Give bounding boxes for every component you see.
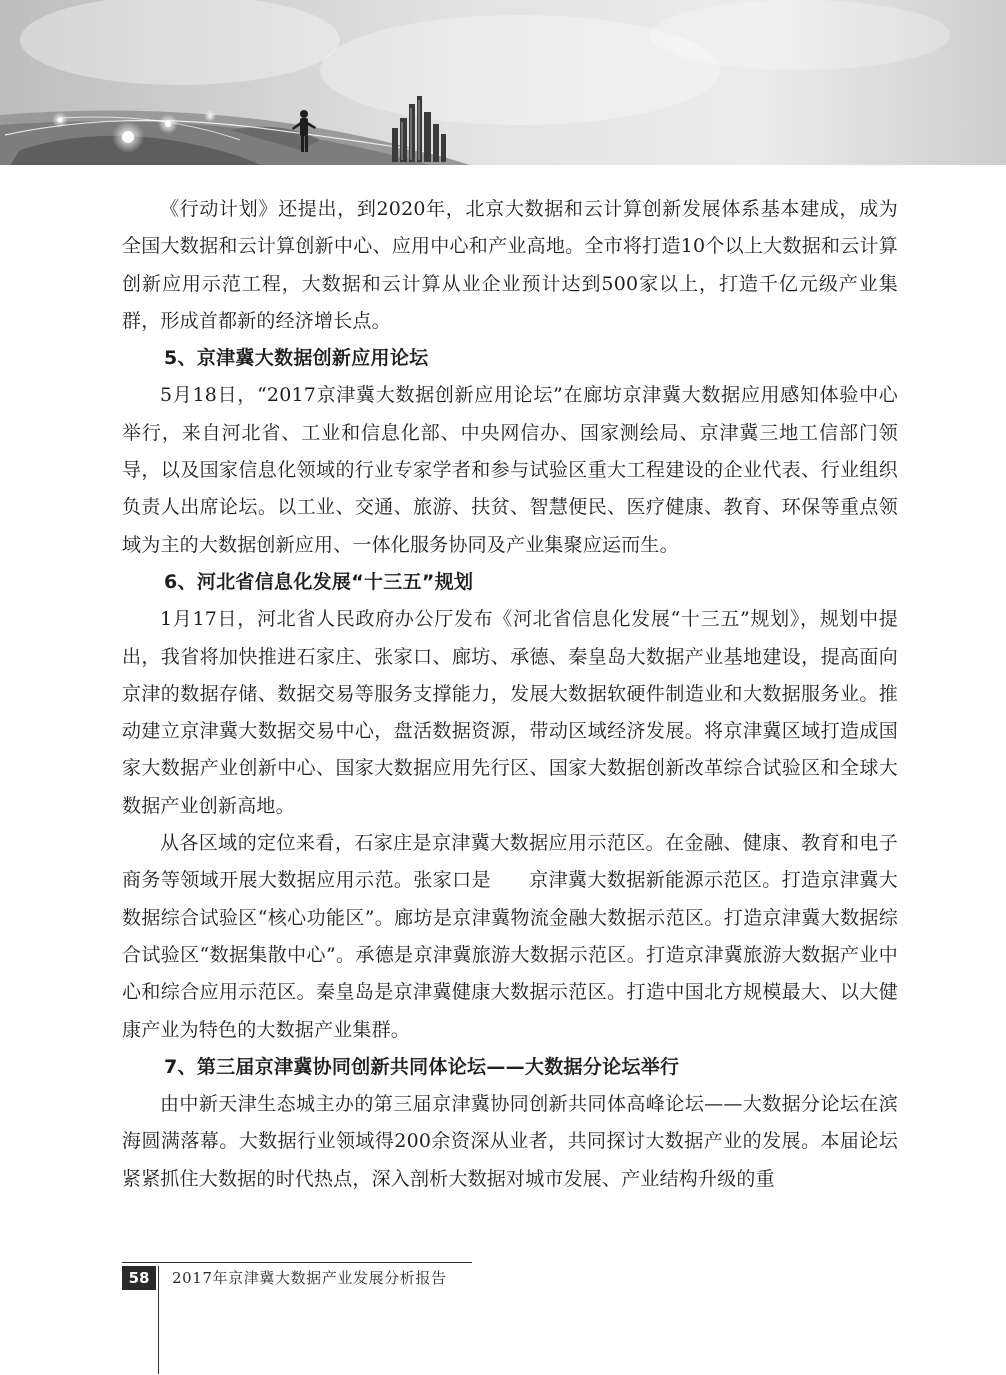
paragraph-regional-positioning-part2: 京津冀大数据新能源示范区。打造京津冀大数据综合试验区“核心功能区”。廊坊是京津冀物流金融大数据示范区。打造京津冀大数据综合试验区“数据集散中心”。承德是京津冀旅游大数据示范区。打造京津冀旅游大数据产业中心和综合应用示范区。秦皇岛是京津冀健康大数据示范区。打造中国北方规模最大、以大健康产业为特色的大数据产业集群。: [122, 869, 898, 1041]
paragraph-regional-positioning: [122, 825, 898, 1049]
paragraph-forum: 5月18日，“2017京津冀大数据创新应用论坛”在廊坊京津冀大数据应用感知体验中心举行，来自河北省、工业和信息化部、中央网信办、国家测绘局、京津冀三地工信部门领导，以及国家信息化领域的行业专家学者和参与试验区重大工程建设的企业代表、行业组织负责人出席论坛。以工业、交通、旅游、扶贫、智慧便民、医疗健康、教育、环保等重点领域为主的大数据创新应用、一体化服务协同及产业集聚应运而生。: [122, 384, 898, 556]
article-body: [122, 191, 898, 1198]
running-title: 2017年京津冀大数据产业发展分析报告: [172, 1269, 447, 1287]
footer-vertical-rule: [158, 1266, 159, 1374]
banner-artwork: [0, 0, 1006, 165]
section-heading-7: 7、第三届京津冀协同创新共同体论坛——大数据分论坛举行: [164, 1055, 680, 1078]
paragraph-regional-positioning-part1: 从各区域的定位来看，石家庄是京津冀大数据应用示范区。在金融、健康、教育和电子商务等领域开展大数据应用示范。张家口是: [122, 832, 898, 892]
page-number: 58: [122, 1266, 156, 1290]
paragraph-third-forum: 由中新天津生态城主办的第三届京津冀协同创新共同体高峰论坛——大数据分论坛在滨海圆满落幕。大数据行业领域得200余资深从业者，共同探讨大数据产业的发展。本届论坛紧紧抓住大数据的时代热点，深入剖析大数据对城市发展、产业结构升级的重: [122, 1093, 898, 1190]
section-heading-5: 5、京津冀大数据创新应用论坛: [164, 347, 429, 370]
footer-rule: [122, 1262, 472, 1263]
section-heading-6: 6、河北省信息化发展“十三五”规划: [164, 570, 474, 593]
paragraph-hebei-plan: 1月17日，河北省人民政府办公厅发布《河北省信息化发展“十三五”规划》，规划中提出，我省将加快推进石家庄、张家口、廊坊、承德、秦皇岛大数据产业基地建设，提高面向京津的数据存储、数据交易等服务支撑能力，发展大数据软硬件制造业和大数据服务业。推动建立京津冀大数据交易中心，盘活数据资源，带动区域经济发展。将京津冀区域打造成国家大数据产业创新中心、国家大数据应用先行区、国家大数据创新改革综合试验区和全球大数据产业创新高地。: [122, 608, 898, 817]
paragraph-action-plan: 《行动计划》还提出，到2020年，北京大数据和云计算创新发展体系基本建成，成为全国大数据和云计算创新中心、应用中心和产业高地。全市将打造10个以上大数据和云计算创新应用示范工程，大数据和云计算从业企业预计达到500家以上，打造千亿元级产业集群，形成首都新的经济增长点。: [122, 198, 898, 332]
header-banner: [0, 0, 1006, 165]
